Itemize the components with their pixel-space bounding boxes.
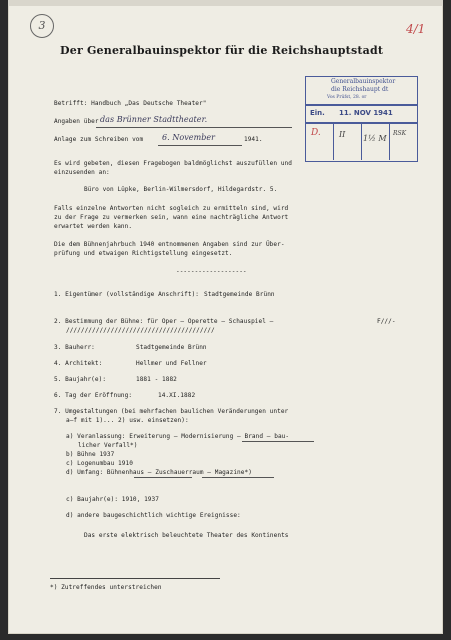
- modernisierung-underline: [242, 441, 314, 442]
- item-2-struck-line: ////////////////////////////////////////: [66, 327, 215, 334]
- intro-line-1: Es wird gebeten, diesen Fragebogen baldmöglichst auszufüllen und: [54, 160, 292, 167]
- item-7f-answer: Das erste elektrisch beleuchtete Theater des Kontinents: [84, 532, 289, 539]
- corner-pencil-mark: 4/1: [406, 22, 426, 36]
- item-7a-line-1: a) Veranlassung: Erweiterung — Modernisierung — Brand — bau-: [66, 433, 290, 440]
- stamp-line-1: Generalbauinspektor: [331, 78, 396, 85]
- angaben-handwritten-value: das Brünner Stadttheater.: [100, 115, 208, 124]
- item-5-label: 5. Baujahr(e):: [54, 376, 107, 383]
- address-line: Büro von Lüpke, Berlin-Wilmersdorf, Hildegardstr. 5.: [84, 186, 278, 193]
- item-7f-line: d) andere baugeschichtlich wichtige Ereignisse:: [66, 512, 241, 519]
- stamp-grid-divider-1: [333, 122, 334, 160]
- angaben-label: Angaben über: [54, 118, 99, 125]
- buehnenjahrbuch-line-1: Die dem Bühnenjahrbuch 1940 entnommenen Angaben sind zur Über-: [54, 241, 285, 248]
- stamp-handwriting-2: II: [339, 130, 346, 139]
- item-1-value: Stadtgemeinde Brünn: [204, 291, 275, 298]
- falls-line-3: erwartet werden kann.: [54, 223, 133, 230]
- receipt-stamp: [305, 76, 418, 162]
- intro-line-2: einzusenden an:: [54, 169, 110, 176]
- falls-line-1: Falls einzelne Antworten nicht sogleich zu ermitteln sind, wird: [54, 205, 289, 212]
- stamp-grid-divider-3: [389, 122, 390, 160]
- anlage-handwritten-date: 6. November: [162, 133, 216, 142]
- item-7b-line: b) Bühne 1937: [66, 451, 115, 458]
- item-2-line-1: 2. Bestimmung der Bühne: für Oper — Operette — Schauspiel —: [54, 318, 274, 325]
- item-1-label: 1. Eigentümer (vollständige Anschrift):: [54, 291, 200, 298]
- angaben-underline: [96, 127, 292, 128]
- footnote-text: *) Zutreffendes unterstreichen: [50, 584, 162, 591]
- falls-line-2: zu der Frage zu vermerken sein, wann eine nachträgliche Antwort: [54, 214, 289, 221]
- item-6-value: 14.XI.1882: [158, 392, 196, 399]
- anlage-label: Anlage zum Schreiben vom: [54, 136, 144, 143]
- item-7-line-1: 7. Umgestaltungen (bei mehrfachen baulichen Veränderungen unter: [54, 408, 289, 415]
- footnote-rule: [50, 578, 220, 579]
- stamp-ein-label: Ein.: [310, 109, 325, 117]
- page-top-shade: [8, 0, 443, 6]
- stamp-handwriting-3: 1½ M: [363, 134, 387, 143]
- circled-number-mark: 3: [30, 14, 54, 38]
- buehnenhaus-underline: [134, 477, 192, 478]
- item-7a-line-2: licher Verfall*): [78, 442, 138, 449]
- stamp-handwriting-1: D.: [311, 128, 321, 138]
- betrifft-line: Betrifft: Handbuch „Das Deutsche Theater": [54, 100, 207, 107]
- stamp-line-3: Vos Prüfst, 28. or: [327, 95, 367, 100]
- item-4-value: Hellmer und Fellner: [136, 360, 207, 367]
- item-7d-line: d) Umfang: Bühnenhaus — Zuschauerraum — Magazine*): [66, 469, 252, 476]
- anlage-underline: [158, 145, 242, 146]
- stamp-date: 11. NOV 1941: [339, 109, 393, 117]
- stamp-grid-divider-2: [361, 122, 362, 160]
- stamp-handwriting-4: RSK: [393, 130, 407, 137]
- item-4-label: 4. Architekt:: [54, 360, 103, 367]
- item-2-struck-end: F///-: [377, 318, 396, 325]
- item-3-label: 3. Bauherr:: [54, 344, 95, 351]
- questionnaire-page: [8, 0, 443, 634]
- anlage-year: 1941.: [244, 136, 263, 143]
- letterhead-title: Der Generalbauinspektor für die Reichshauptstadt: [60, 44, 384, 57]
- item-7c-line: c) Logenumbau 1910: [66, 460, 133, 467]
- item-3-value: Stadtgemeinde Brünn: [136, 344, 207, 351]
- item-5-value: 1881 - 1882: [136, 376, 177, 383]
- stamp-line-2: die Reichshaupt dt: [331, 86, 389, 93]
- item-7e-line: c) Baujahr(e): 1910, 1937: [66, 496, 159, 503]
- buehnenjahrbuch-line-2: prüfung und etwaigen Richtigstellung eingesetzt.: [54, 250, 233, 257]
- section-divider: -------------------: [176, 268, 247, 275]
- item-7-line-2: a—f mit 1)... 2) usw. einsetzen):: [66, 417, 189, 424]
- zuschauerraum-underline: [202, 477, 274, 478]
- item-6-label: 6. Tag der Eröffnung:: [54, 392, 133, 399]
